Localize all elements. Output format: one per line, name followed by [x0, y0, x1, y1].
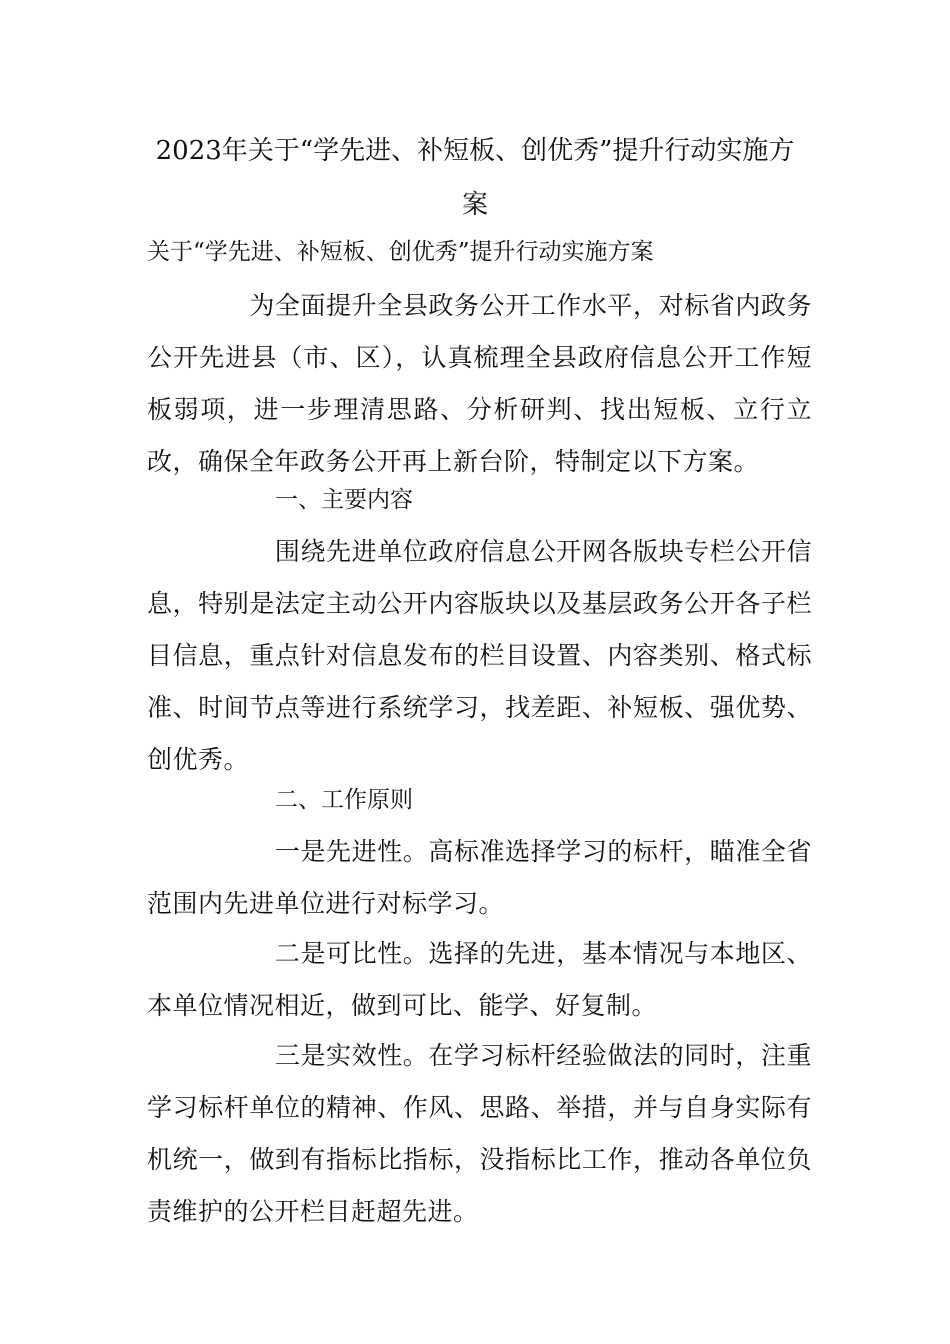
title-line-2: 案 [461, 190, 488, 220]
document-subtitle: 关于“学先进、补短板、创优秀”提升行动实施方案 [147, 239, 654, 265]
principle-advanced-paragraph: 一是先进性。高标准选择学习的标杆，瞄准全省范围内先进单位进行对标学习。 [147, 837, 812, 918]
intro-paragraph: 为全面提升全县政务公开工作水平，对标省内政务公开先进县（市、区），认真梳理全县政府信息公开工作短板弱项，进一步理清思路、分析研判、找出短板、立行立改，确保全年政务公开再上新台阶，特制定以下方案。 [147, 291, 812, 476]
title-line-1: 2023年关于“学先进、补短板、创优秀”提升行动实施方 [155, 136, 795, 166]
main-content-paragraph: 围绕先进单位政府信息公开网各版块专栏公开信息，特别是法定主动公开内容版块以及基层政务公开各子栏目信息，重点针对信息发布的栏目设置、内容类别、格式标准、时间节点等进行系统学习，找差距、补短板、强优势、创优秀。 [147, 537, 812, 774]
section-heading-principles: 二、工作原则 [275, 787, 413, 813]
section-heading-main-content: 一、主要内容 [275, 487, 413, 513]
document-title [140, 124, 810, 232]
principle-comparable-paragraph: 二是可比性。选择的先进，基本情况与本地区、本单位情况相近，做到可比、能学、好复制。 [147, 939, 812, 1020]
principle-effective-paragraph: 三是实效性。在学习标杆经验做法的同时，注重学习标杆单位的精神、作风、思路、举措，并与自身实际有机统一，做到有指标比指标，没指标比工作，推动各单位负责维护的公开栏目赶超先进。 [147, 1041, 812, 1226]
